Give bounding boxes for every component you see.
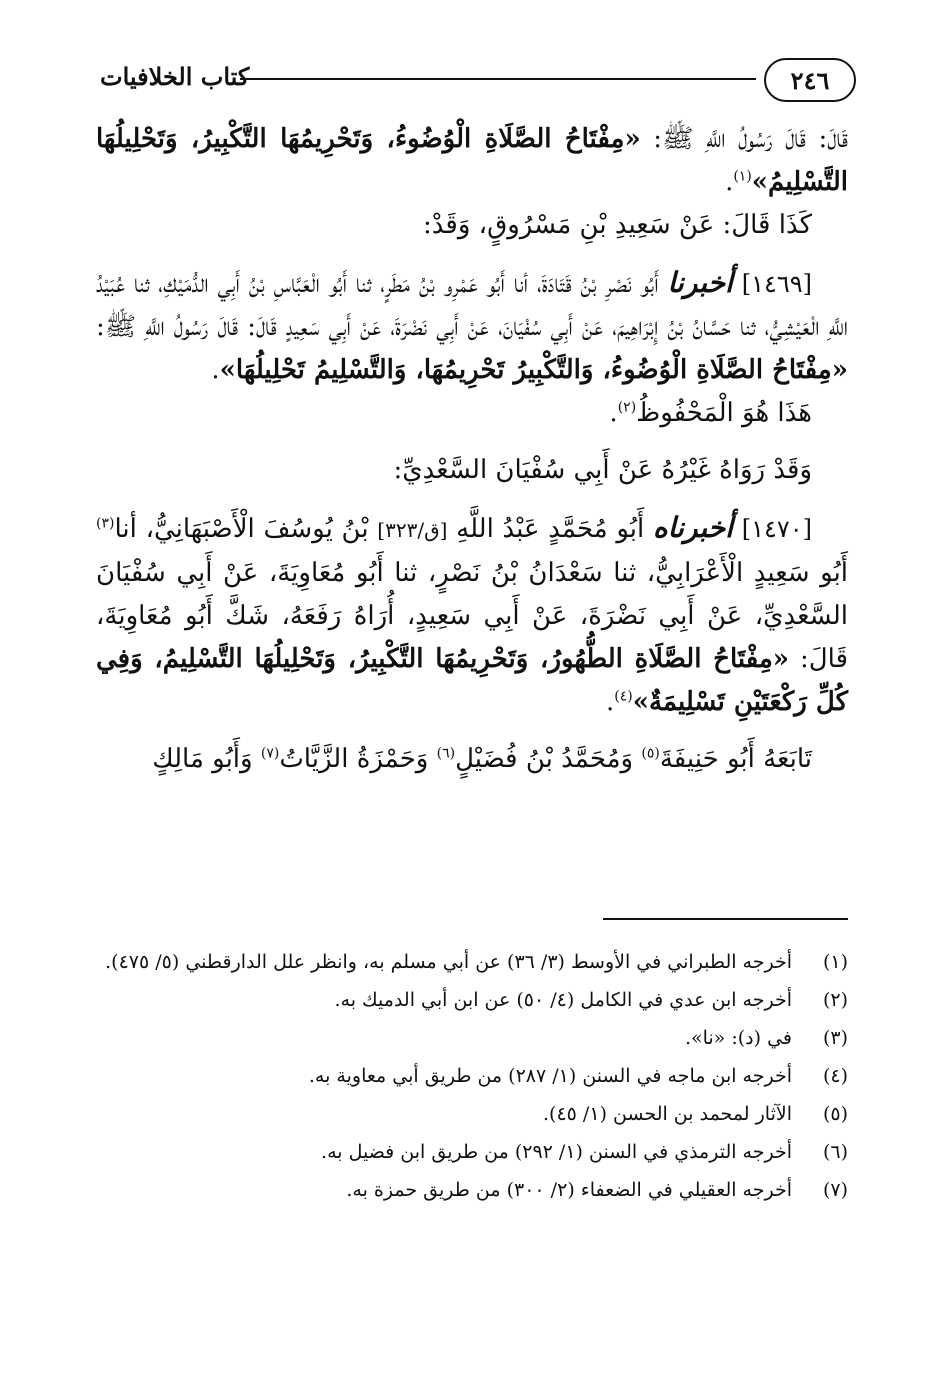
narration-verb: أخبرناه [652,511,733,544]
text: . [211,355,220,385]
footnote-text: أخرجه ابن ماجه في السنن (١/ ٢٨٧) من طريق أبي معاوية به. [308,1065,792,1087]
footnote-marker: (٤) [614,688,633,705]
header-rule [240,78,756,80]
footnote-number: (٧) [822,1179,848,1201]
text: قَالَ: قَالَ رَسُولُ اللَّهِ ﷺ: [640,124,848,154]
text: وَأَبُو مَالِكٍ [152,744,261,774]
footnote [100,1022,848,1054]
footnote-text: أخرجه ابن عدي في الكامل (٤/ ٥٠) عن ابن أبي الدميك به. [334,989,792,1011]
text: تَابَعَهُ أَبُو حَنِيفَةَ [659,744,812,774]
footnote-text: أخرجه العقيلي في الضعفاء (٢/ ٣٠٠) من طريق حمزة به. [346,1179,792,1201]
footnote-marker: (٧) [260,745,280,762]
hadith-text: «مِفْتَاحُ الصَّلَاةِ الْوُضُوءُ، وَتَحْرِيمُهَا التَّكْبِيرُ، وَتَحْلِيلُهَا التَّسْلِيمُ» [96,124,848,197]
footnote [100,946,848,978]
footnote [100,984,848,1016]
footnote-number: (٦) [822,1141,848,1163]
footnote [100,1098,848,1130]
paragraph-2 [96,204,848,247]
footnote-number: (٢) [822,989,848,1011]
page-number: ٢٤٦ [790,65,830,95]
isnad-text: أَبُو مُحَمَّدٍ عَبْدُ اللَّهِ [447,514,653,544]
footnote-marker: (٣) [96,515,115,532]
isnad-text: أَبُو سَعِيدٍ الْأَعْرَابِيُّ، ثنا سَعْدَانُ بْنُ نَصْرٍ، ثنا أَبُو مُعَاوِيَةَ، عَنْ أَبِي سُفْيَانَ السَّعْدِيِّ، عَنْ أَبِي نَضْرَةَ، عَنْ أَبِي سَعِيدٍ، أُرَاهُ رَفَعَهُ، شَكَّ أَبُو مُعَاوِيَةَ، قَالَ: [96,558,849,674]
text: هَذَا هُوَ الْمَحْفُوظُ [636,398,812,428]
hadith-text: «مِفْتَاحُ الصَّلَاةِ الْوُضُوءُ، وَالتَّكْبِيرُ تَحْرِيمُهَا، وَالتَّسْلِيمُ تَحْلِيلُهَا» [219,355,848,385]
footnote [100,1136,848,1168]
narration-verb: أخبرنا [667,266,733,299]
footnote-marker: (٦) [436,745,456,762]
text: وَقَدْ رَوَاهُ غَيْرُهُ عَنْ أَبِي سُفْيَانَ السَّعْدِيِّ: [393,455,812,485]
footnote-marker: (٥) [641,745,660,762]
footnote-text: في (د): «نا». [684,1027,792,1049]
text: . [725,167,734,197]
paragraph-7 [96,738,848,781]
footnote-number: (٥) [822,1103,848,1125]
footnotes [100,946,848,1212]
isnad-text: أَبُو نَصْرِ بْنُ قَتَادَةَ، أنا أَبُو عَمْرِو بْنُ مَطَرٍ، ثنا أَبُو الْعَبَّاسِ بْنُ أَبِي الدُّمَيْكِ، ثنا عُبَيْدُ اللَّهِ الْعَيْشِيُّ، ثنا حَسَّانُ بْنُ إِبْرَاهِيمَ، عَنْ أَبِي سُفْيَانَ، عَنْ أَبِي نَضْرَةَ، عَنْ أَبِي سَعِيدٍ قَالَ: قَالَ رَسُولُ اللَّهِ ﷺ: [96,269,848,342]
hadith-number: [١٤٧٠] [741,515,812,543]
book-title: كتاب الخلافيات [100,62,250,91]
main-text [96,118,848,781]
footnote-separator [603,918,848,920]
text: . [609,398,618,428]
paragraph-3 [96,261,848,392]
isnad-text: بْنُ يُوسُفَ الْأَصْبَهَانِيُّ، أنا [114,514,378,544]
footnote-text: أخرجه الطبراني في الأوسط (٣/ ٣٦) عن أبي مسلم به، وانظر علل الدارقطني (٥/ ٤٧٥). [105,951,792,973]
text: . [606,687,615,717]
text: كَذَا قَالَ: عَنْ سَعِيدِ بْنِ مَسْرُوقٍ، وَقَدْ: [423,210,812,240]
hadith-text: «مِفْتَاحُ الصَّلَاةِ الطُّهُورُ، وَتَحْرِيمُهَا التَّكْبِيرُ، وَتَحْلِيلُهَا التَّسْلِيمُ، وَفِي كُلِّ رَكْعَتَيْنِ تَسْلِيمَةٌ» [96,644,848,717]
text: وَحَمْزَةُ الزَّيَّاتُ [279,744,437,774]
page-header [100,58,856,108]
text: وَمُحَمَّدُ بْنُ فُضَيْلٍ [455,744,642,774]
footnote-text: أخرجه الترمذي في السنن (١/ ٢٩٢) من طريق ابن فضيل به. [321,1141,792,1163]
manuscript-ref: [ق/٣٢٣] [377,518,448,542]
page-number-badge [764,58,856,102]
footnote-number: (٣) [822,1027,848,1049]
footnote-number: (١) [822,951,848,973]
paragraph-5 [96,449,848,492]
footnote-number: (٤) [822,1065,848,1087]
footnote-marker: (١) [733,168,752,185]
footnote-text: الآثار لمحمد بن الحسن (١/ ٤٥). [543,1103,792,1125]
hadith-number: [١٤٦٩] [741,270,813,298]
paragraph-4 [96,392,848,435]
footnote-marker: (٢) [617,399,637,416]
footnote [100,1060,848,1092]
paragraph-1 [96,118,848,204]
footnote [100,1174,848,1206]
paragraph-6 [96,506,848,724]
